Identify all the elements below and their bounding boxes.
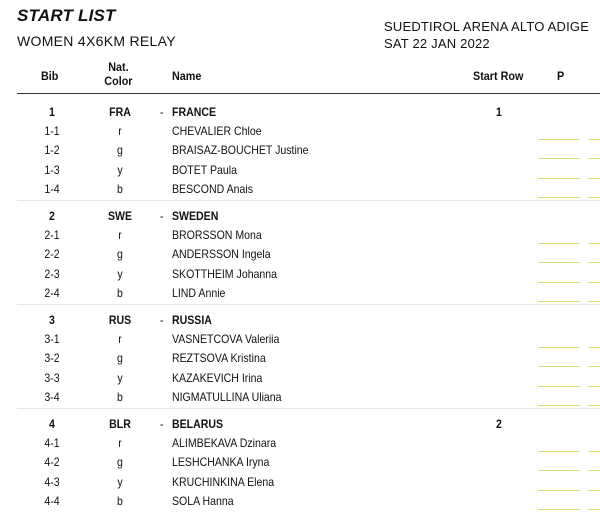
result-underline xyxy=(538,197,580,198)
column-bib: Bib xyxy=(41,69,59,83)
result-underline xyxy=(538,282,580,283)
athlete-color: b xyxy=(117,181,123,196)
result-underline xyxy=(588,347,600,348)
result-underline xyxy=(588,243,600,244)
athlete-name: BESCOND Anais xyxy=(172,181,254,196)
athlete-row xyxy=(0,285,600,303)
athlete-bib: 4-1 xyxy=(44,436,60,451)
athlete-color: g xyxy=(117,455,123,470)
athlete-color: g xyxy=(117,351,123,366)
column-nat-line1: Nat. xyxy=(108,60,129,74)
page-title: START LIST xyxy=(17,6,116,25)
athlete-bib: 3-3 xyxy=(44,370,60,385)
athlete-bib: 2-2 xyxy=(44,247,60,262)
team-dash: - xyxy=(160,417,164,431)
result-underline xyxy=(588,386,600,387)
result-underline xyxy=(538,301,580,302)
athlete-row xyxy=(0,493,600,511)
result-underline xyxy=(538,262,580,263)
athlete-bib: 2-3 xyxy=(44,266,60,281)
team-dash: - xyxy=(160,313,164,327)
result-underline xyxy=(588,158,600,159)
team-nat: BLR xyxy=(109,417,131,431)
result-underline xyxy=(538,470,580,471)
team-nat: SWE xyxy=(107,209,133,223)
column-header xyxy=(0,58,600,92)
athlete-bib: 1-1 xyxy=(44,124,60,139)
athlete-name: BRAISAZ-BOUCHET Justine xyxy=(172,143,309,158)
result-underline xyxy=(588,262,600,263)
team-bib: 3 xyxy=(49,313,55,327)
athlete-name: KRUCHINKINA Elena xyxy=(172,474,275,489)
team-separator xyxy=(17,200,600,201)
team-nat: FRA xyxy=(109,105,131,119)
result-underline xyxy=(588,451,600,452)
athlete-color: y xyxy=(117,266,123,281)
team-name: BELARUS xyxy=(172,417,224,431)
result-underline xyxy=(538,243,580,244)
team-dash: - xyxy=(160,209,164,223)
team-row xyxy=(0,104,600,122)
result-underline xyxy=(538,178,580,179)
athlete-row xyxy=(0,181,600,199)
athlete-row xyxy=(0,454,600,472)
athlete-name: LIND Annie xyxy=(172,285,226,300)
result-underline xyxy=(538,386,580,387)
result-underline xyxy=(538,158,580,159)
athlete-bib: 4-3 xyxy=(44,474,60,489)
athlete-name: CHEVALIER Chloe xyxy=(172,124,262,139)
result-underline xyxy=(588,301,600,302)
athlete-name: REZTSOVA Kristina xyxy=(172,351,266,366)
athlete-row xyxy=(0,370,600,388)
result-underline xyxy=(538,509,580,510)
athlete-row xyxy=(0,227,600,245)
athlete-color: y xyxy=(117,162,123,177)
result-underline xyxy=(538,139,580,140)
team-nat: RUS xyxy=(108,313,132,327)
team-name: FRANCE xyxy=(172,105,216,119)
athlete-row xyxy=(0,266,600,284)
team-row xyxy=(0,416,600,434)
athlete-bib: 3-2 xyxy=(44,351,60,366)
athlete-name: ANDERSSON Ingela xyxy=(172,247,271,262)
result-underline xyxy=(588,178,600,179)
event-name: WOMEN 4X6KM RELAY xyxy=(17,33,176,49)
team-name: RUSSIA xyxy=(172,313,212,327)
athlete-color: g xyxy=(117,247,123,262)
athlete-color: b xyxy=(117,389,123,404)
athlete-color: y xyxy=(117,370,123,385)
athlete-color: g xyxy=(117,143,123,158)
column-p: P xyxy=(557,69,565,83)
athlete-name: ALIMBEKAVA Dzinara xyxy=(172,436,277,451)
athlete-name: VASNETCOVA Valeriia xyxy=(172,332,280,347)
result-underline xyxy=(588,282,600,283)
team-row xyxy=(0,208,600,226)
athlete-bib: 4-4 xyxy=(44,493,60,508)
team-bib: 1 xyxy=(49,105,55,119)
column-name: Name xyxy=(172,69,202,83)
athlete-color: b xyxy=(117,285,123,300)
result-underline xyxy=(588,366,600,367)
athlete-name: KAZAKEVICH Irina xyxy=(172,370,263,385)
athlete-row xyxy=(0,474,600,492)
column-start-row: Start Row xyxy=(473,69,524,83)
team-block xyxy=(0,416,600,516)
result-underline xyxy=(538,490,580,491)
athlete-bib: 1-4 xyxy=(44,181,60,196)
result-underline xyxy=(538,366,580,367)
athlete-row xyxy=(0,350,600,368)
result-underline xyxy=(588,197,600,198)
team-block xyxy=(0,312,600,412)
athlete-row xyxy=(0,246,600,264)
athlete-bib: 3-1 xyxy=(44,332,60,347)
athlete-name: NIGMATULLINA Uliana xyxy=(172,389,282,404)
athlete-name: BOTET Paula xyxy=(172,162,237,177)
event-date: SAT 22 JAN 2022 xyxy=(384,36,490,51)
team-dash: - xyxy=(160,105,164,119)
header-divider xyxy=(17,93,600,94)
athlete-color: r xyxy=(118,332,122,347)
team-block xyxy=(0,104,600,204)
team-row xyxy=(0,312,600,330)
athlete-color: y xyxy=(117,474,123,489)
athlete-name: BRORSSON Mona xyxy=(172,228,262,243)
athlete-bib: 3-4 xyxy=(44,389,60,404)
result-underline xyxy=(538,405,580,406)
result-underline xyxy=(588,405,600,406)
result-underline xyxy=(538,347,580,348)
team-block xyxy=(0,208,600,308)
athlete-row xyxy=(0,435,600,453)
athlete-bib: 2-4 xyxy=(44,285,60,300)
venue: SUEDTIROL ARENA ALTO ADIGE xyxy=(384,19,590,34)
result-underline xyxy=(538,451,580,452)
athlete-row xyxy=(0,123,600,141)
athlete-row xyxy=(0,331,600,349)
column-nat-color xyxy=(104,60,133,88)
result-underline xyxy=(588,509,600,510)
athlete-bib: 1-3 xyxy=(44,162,60,177)
athlete-bib: 4-2 xyxy=(44,455,60,470)
athlete-color: b xyxy=(117,493,123,508)
result-underline xyxy=(588,470,600,471)
athlete-color: r xyxy=(118,228,122,243)
athlete-bib: 1-2 xyxy=(44,143,60,158)
athlete-row xyxy=(0,389,600,407)
team-separator xyxy=(17,304,600,305)
result-underline xyxy=(588,139,600,140)
athlete-name: SKOTTHEIM Johanna xyxy=(172,266,278,281)
team-separator xyxy=(17,408,600,409)
athlete-name: SOLA Hanna xyxy=(172,493,234,508)
team-start-row: 2 xyxy=(496,417,502,431)
athlete-row xyxy=(0,142,600,160)
athlete-color: r xyxy=(118,124,122,139)
athlete-color: r xyxy=(118,436,122,451)
athlete-name: LESHCHANKA Iryna xyxy=(172,455,270,470)
team-bib: 4 xyxy=(49,417,55,431)
athlete-row xyxy=(0,162,600,180)
team-name: SWEDEN xyxy=(172,209,219,223)
athlete-bib: 2-1 xyxy=(44,228,60,243)
result-underline xyxy=(588,490,600,491)
column-nat-line2: Color xyxy=(104,74,133,88)
team-start-row: 1 xyxy=(496,105,502,119)
team-bib: 2 xyxy=(49,209,55,223)
